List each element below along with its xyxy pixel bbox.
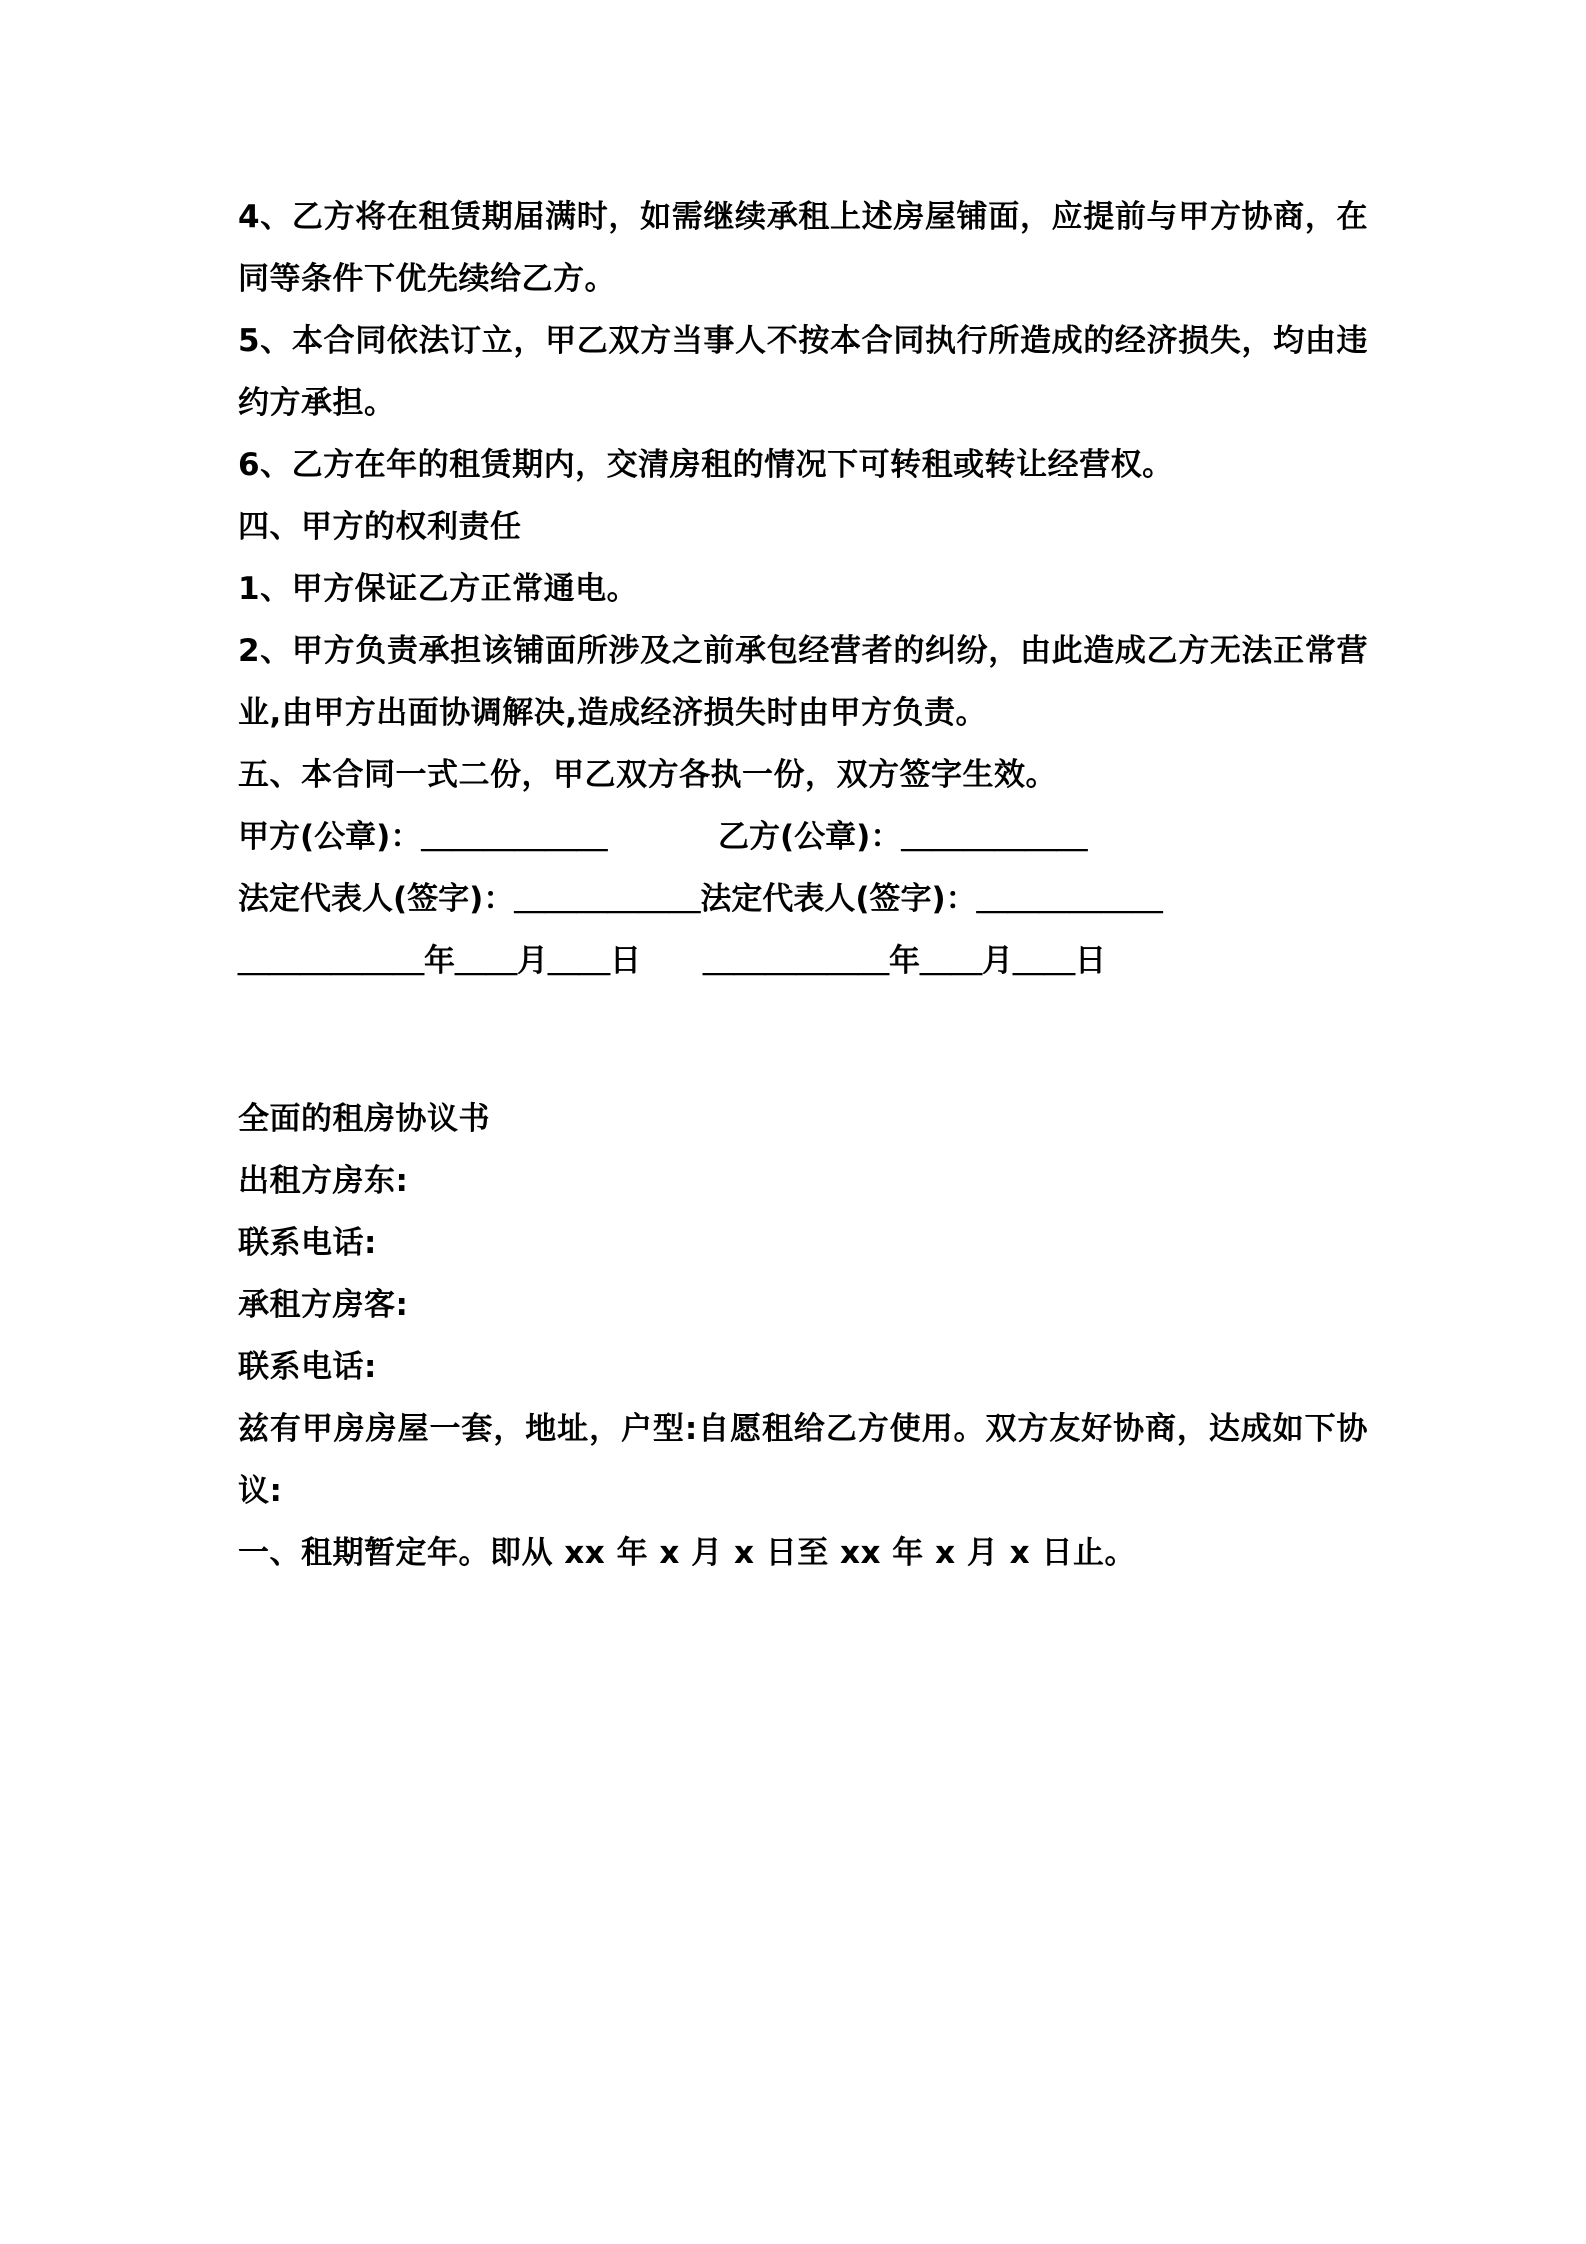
section-two-item-1: 一、租期暂定年。即从 xx 年 x 月 x 日至 xx 年 x 月 x 日止。 xyxy=(238,1535,1136,1571)
preamble-paragraph: 兹有甲房房屋一套，地址，户型:自愿租给乙方使用。双方友好协商，达成如下协议: xyxy=(238,1411,1368,1509)
tenant-phone-field: 联系电话: xyxy=(238,1349,377,1385)
clause-5: 5、本合同依法订立，甲乙双方当事人不按本合同执行所造成的经济损失，均由违约方承担。 xyxy=(238,323,1368,421)
party-b-seal-line: 乙方(公章)：＿＿＿＿＿＿ xyxy=(718,819,1088,855)
heading-section-four: 四、甲方的权利责任 xyxy=(238,509,522,545)
signature-date-line: ＿＿＿＿＿＿年＿＿月＿＿日 ＿＿＿＿＿＿年＿＿月＿＿日 xyxy=(238,943,1106,979)
tenant-field: 承租方房客: xyxy=(238,1287,409,1323)
seal-signature-row xyxy=(238,806,1368,868)
document-body xyxy=(238,186,1368,1584)
section-four-item-1: 1、甲方保证乙方正常通电。 xyxy=(238,571,639,607)
section-divider-space xyxy=(238,992,1368,1088)
heading-section-five: 五、本合同一式二份，甲乙双方各执一份，双方签字生效。 xyxy=(238,757,1057,793)
clause-4: 4、乙方将在租赁期届满时，如需继续承租上述房屋铺面，应提前与甲方协商，在同等条件下优先续给乙方。 xyxy=(238,199,1368,297)
section-two xyxy=(238,1088,1368,1584)
landlord-phone-field: 联系电话: xyxy=(238,1225,377,1261)
clause-6: 6、乙方在年的租赁期内，交清房租的情况下可转租或转让经营权。 xyxy=(238,447,1174,483)
party-a-seal-line: 甲方(公章)：＿＿＿＿＿＿ xyxy=(238,819,608,855)
section-two-title: 全面的租房协议书 xyxy=(238,1101,490,1137)
landlord-field: 出租方房东: xyxy=(238,1163,409,1199)
legal-representative-line: 法定代表人(签字)：＿＿＿＿＿＿法定代表人(签字)：＿＿＿＿＿＿ xyxy=(238,881,1163,917)
section-four-item-2: 2、甲方负责承担该铺面所涉及之前承包经营者的纠纷，由此造成乙方无法正常营业,由甲方出面协调解决,造成经济损失时由甲方负责。 xyxy=(238,633,1368,731)
